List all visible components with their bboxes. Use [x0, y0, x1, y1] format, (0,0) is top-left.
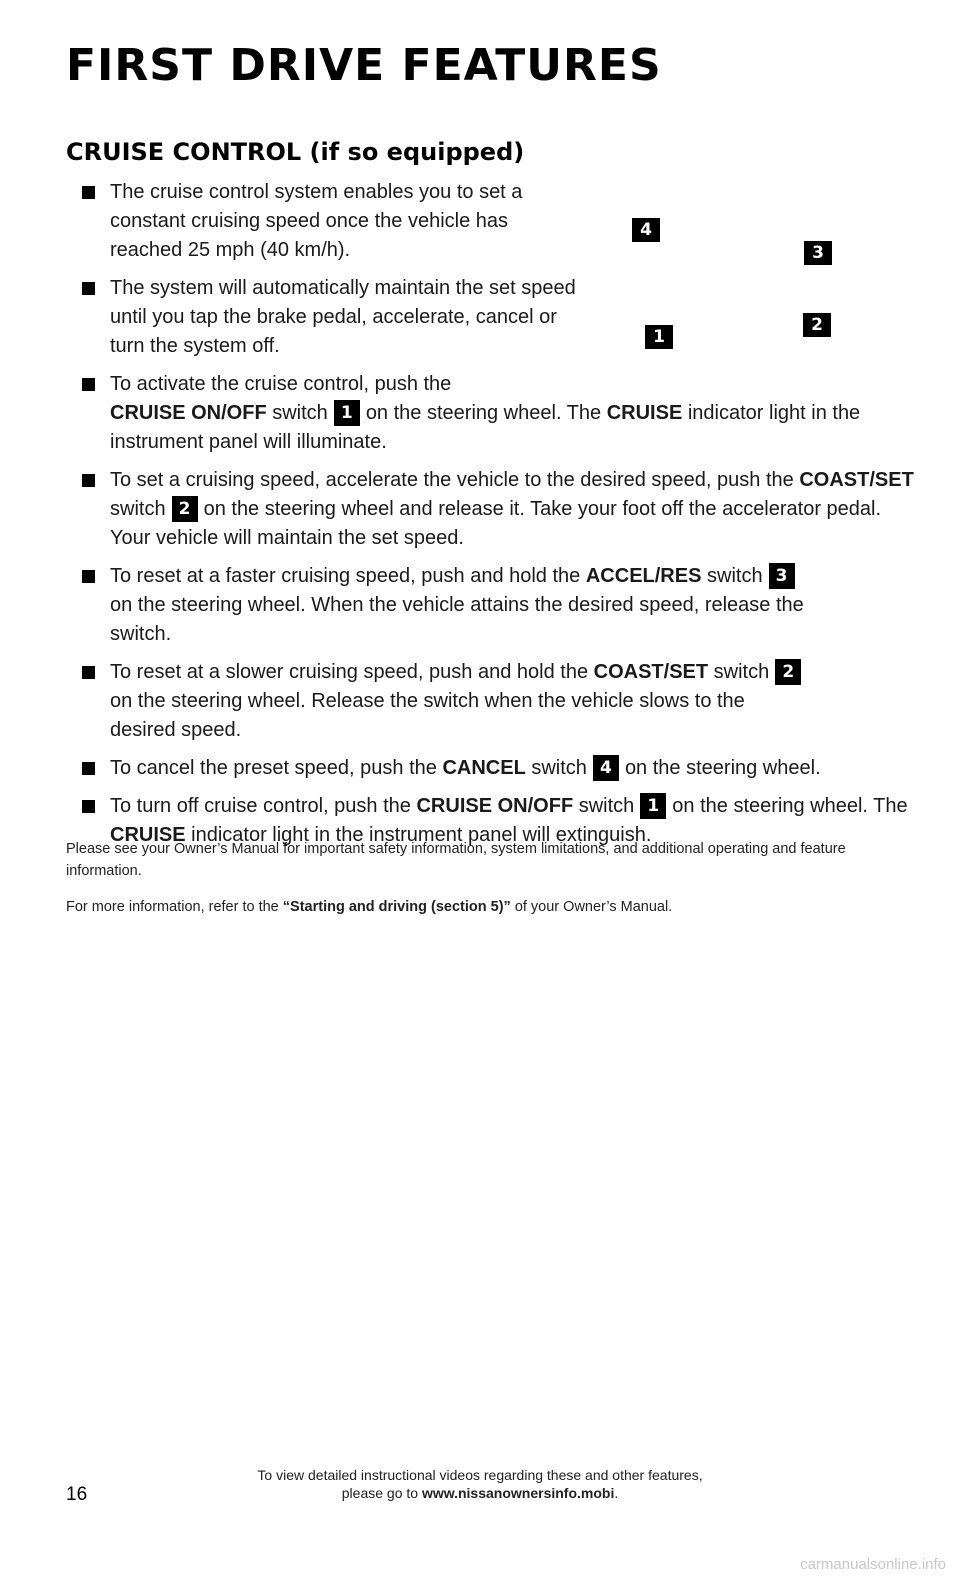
bullet-item	[78, 274, 580, 361]
bullet-text: indicator light in the instrument panel will illuminate.	[110, 402, 861, 453]
bullet-square-icon	[82, 378, 95, 391]
bullet-text: The system will automatically maintain the set speed until you tap the brake pedal, accelerate, cancel or turn the system off.	[110, 277, 576, 357]
number-badge: 4	[593, 755, 619, 781]
bullet-text: To turn off cruise control, push the	[110, 795, 411, 817]
bullet-item	[78, 658, 810, 745]
bullet-text: indicator light in the instrument panel will extinguish.	[191, 824, 652, 846]
bullet-item	[78, 178, 580, 265]
bold-term: CRUISE	[606, 402, 683, 424]
bullet-square-icon	[82, 474, 95, 487]
page-title: FIRST DRIVE FEATURES	[66, 40, 662, 91]
bullet-text: switch	[713, 661, 770, 683]
bullet-square-icon	[82, 282, 95, 295]
bullet-text: The cruise control system enables you to set a constant cruising speed once the vehicle has reached 25 mph (40 km/h).	[110, 181, 523, 261]
bullet-square-icon	[82, 666, 95, 679]
bullet-square-icon	[82, 762, 95, 775]
bold-term: ACCEL/RES	[585, 565, 702, 587]
bullet-square-icon	[82, 800, 95, 813]
safety-note: Please see your Owner’s Manual for important safety information, system limitations, and additional operating and feature information.	[66, 841, 846, 879]
footer-line	[0, 1484, 960, 1502]
bold-term: CANCEL	[442, 757, 526, 779]
callout-3: 3	[804, 241, 832, 265]
bold-term: CRUISE ON/OFF	[416, 795, 574, 817]
bullet-text: on the steering wheel and release it. Take your foot off the accelerator pedal. Your vehicle will maintain the set speed.	[110, 498, 882, 549]
bold-term: COAST/SET	[593, 661, 709, 683]
callout-4: 4	[632, 218, 660, 242]
number-badge: 1	[640, 793, 666, 819]
manual-section-reference: “Starting and driving (section 5)”	[282, 899, 511, 915]
note-text: For more information, refer to the	[66, 899, 279, 915]
footer-website-link[interactable]: www.nissanownersinfo.mobi	[421, 1485, 615, 1501]
callout-2: 2	[803, 313, 831, 337]
bullet-text: switch	[272, 402, 328, 424]
number-badge: 3	[769, 563, 795, 589]
bullet-text: switch	[531, 757, 587, 779]
bullet-text: on the steering wheel. Release the switch when the vehicle slows to the desired speed.	[110, 690, 745, 741]
bullet-item	[78, 370, 920, 457]
footer-note	[0, 1466, 960, 1502]
bullet-text: To reset at a faster cruising speed, push and hold the	[110, 565, 581, 587]
bullet-text: on the steering wheel. The	[365, 402, 602, 424]
page-number: 16	[66, 1484, 88, 1505]
bold-term: CRUISE	[110, 824, 186, 846]
bullet-text: switch	[578, 795, 635, 817]
note-text: of your Owner’s Manual.	[514, 899, 673, 915]
footer-text: please go to	[341, 1485, 419, 1501]
bullet-item	[78, 754, 920, 783]
number-badge: 1	[334, 400, 360, 426]
bold-term: CRUISE ON/OFF	[110, 402, 267, 424]
footer-text: .	[614, 1485, 619, 1501]
bullet-square-icon	[82, 570, 95, 583]
bullet-item	[78, 466, 920, 553]
feature-bullet-list	[78, 178, 920, 859]
bullet-text: switch	[110, 498, 166, 520]
footer-line: To view detailed instructional videos regarding these and other features,	[257, 1467, 703, 1483]
bullet-text: To activate the cruise control, push the	[110, 373, 452, 395]
bullet-text: on the steering wheel. The	[672, 795, 908, 817]
bullet-item	[78, 562, 810, 649]
bullet-text: To set a cruising speed, accelerate the vehicle to the desired speed, push the	[110, 469, 794, 491]
bullet-square-icon	[82, 186, 95, 199]
section-heading: CRUISE CONTROL (if so equipped)	[66, 138, 525, 166]
more-info-note	[66, 896, 856, 918]
bullet-text: on the steering wheel.	[624, 757, 821, 779]
bullet-text: switch	[707, 565, 763, 587]
number-badge: 2	[775, 659, 801, 685]
watermark: carmanualsonline.info	[800, 1556, 946, 1573]
number-badge: 2	[172, 496, 198, 522]
bullet-text: on the steering wheel. When the vehicle attains the desired speed, release the switch.	[110, 594, 804, 645]
callout-1: 1	[645, 325, 673, 349]
bullet-text: To reset at a slower cruising speed, push and hold the	[110, 661, 589, 683]
bullet-text: To cancel the preset speed, push the	[110, 757, 437, 779]
bold-term: COAST/SET	[799, 469, 914, 491]
